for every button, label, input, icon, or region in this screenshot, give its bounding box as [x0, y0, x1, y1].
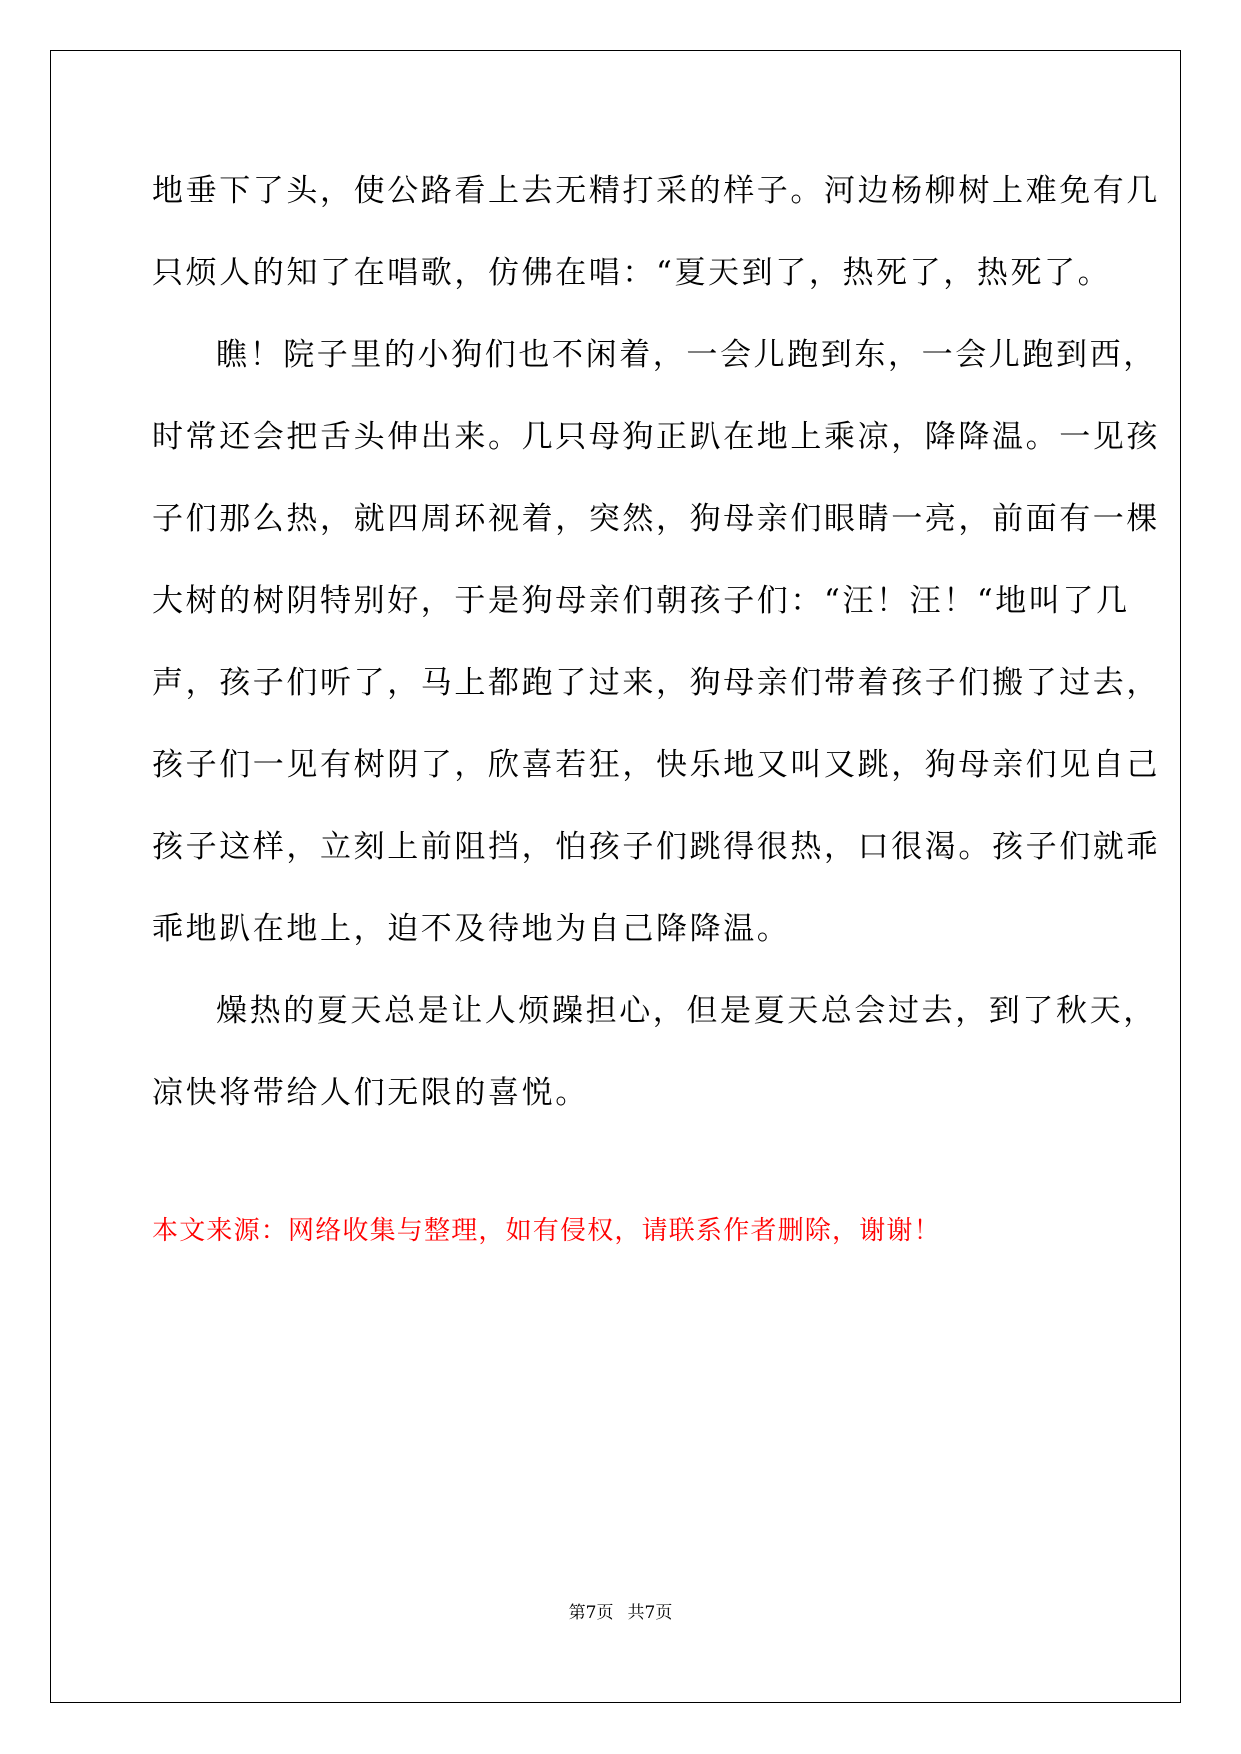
- paragraph-first-line: 瞧！院子里的小狗们也不闲着，一会儿跑到东，一会儿跑到西，: [216, 337, 1157, 373]
- text-line: 孩子这样，立刻上前阻挡，怕孩子们跳得很热，口很渴。孩子们就乖: [152, 829, 1160, 865]
- text-line: 地垂下了头，使公路看上去无精打采的样子。河边杨柳树上难免有几: [152, 173, 1160, 209]
- text-line: 孩子们一见有树阴了，欣喜若狂，快乐地又叫又跳，狗母亲们见自己: [152, 747, 1160, 783]
- text-line: 声，孩子们听了，马上都跑了过来，狗母亲们带着孩子们搬了过去，: [152, 665, 1160, 701]
- text-line: 时常还会把舌头伸出来。几只母狗正趴在地上乘凉，降降温。一见孩: [152, 419, 1160, 455]
- page-footer: [0, 1598, 1241, 1628]
- page-number-total: 共7页: [627, 1603, 673, 1623]
- source-disclaimer: 本文来源：网络收集与整理，如有侵权，请联系作者删除，谢谢！: [152, 1216, 941, 1246]
- text-line: 只烦人的知了在唱歌，仿佛在唱：“夏天到了，热死了，热死了。: [152, 255, 1112, 291]
- paragraph-first-line: 燥热的夏天总是让人烦躁担心，但是夏天总会过去，到了秋天，: [216, 993, 1157, 1029]
- text-line: 乖地趴在地上，迫不及待地为自己降降温。: [152, 911, 791, 947]
- document-body: [152, 160, 1160, 1144]
- text-line: 大树的树阴特别好，于是狗母亲们朝孩子们：“汪！汪！“地叫了几: [152, 583, 1130, 619]
- page-number-current: 第7页: [568, 1603, 614, 1623]
- text-line: 凉快将带给人们无限的喜悦。: [152, 1075, 589, 1111]
- text-line: 子们那么热，就四周环视着，突然，狗母亲们眼睛一亮，前面有一棵: [152, 501, 1160, 537]
